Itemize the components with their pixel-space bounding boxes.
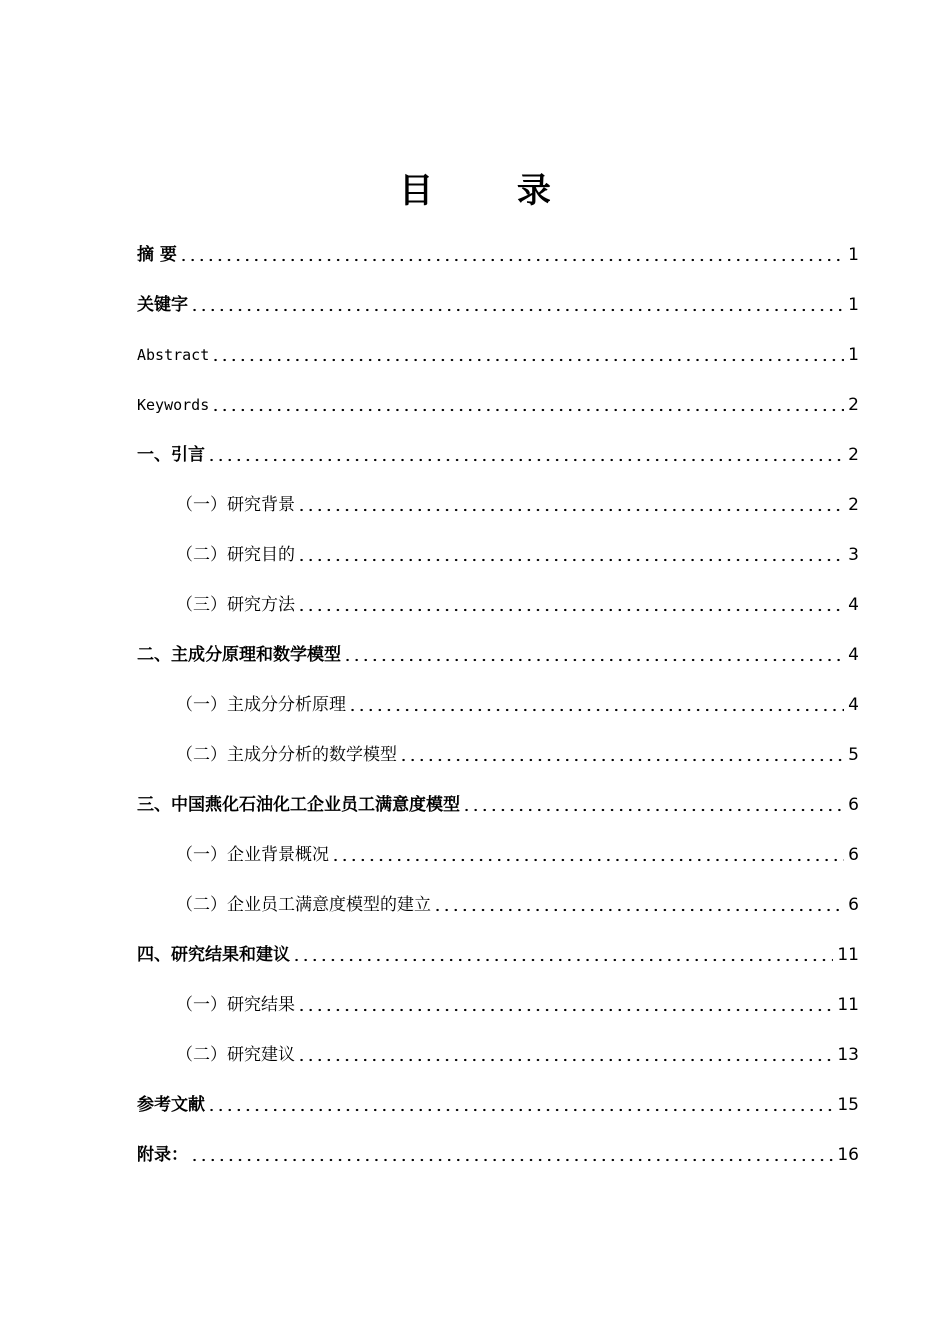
toc-entry-label: （一）研究结果 [176,995,295,1015]
toc-entry-page: 5 [848,745,859,765]
toc-entry-page: 1 [848,345,859,365]
toc-entry-label: 一、引言 [137,445,205,465]
toc-entry-section-1-1[interactable] [137,470,859,520]
toc-entry-section-3[interactable] [137,770,859,820]
toc-entry-label: 三、中国燕化石油化工企业员工满意度模型 [137,795,460,815]
dot-leader [297,1008,833,1012]
toc-entry-page: 4 [848,645,859,665]
toc-entry-page: 2 [848,495,859,515]
toc-entry-page: 6 [848,845,859,865]
dot-leader [179,258,844,262]
dot-leader [343,658,844,662]
toc-entry-page: 15 [837,1095,859,1115]
toc-entry-section-3-2[interactable] [137,870,859,920]
toc-entry-page: 1 [848,295,859,315]
toc-entry-label: 附录： [137,1145,188,1165]
dot-leader [348,708,844,712]
dot-leader [297,608,844,612]
toc-entry-page: 4 [848,595,859,615]
toc-entry-page: 6 [848,795,859,815]
toc-entry-section-4[interactable] [137,920,859,970]
toc-entry-section-1-3[interactable] [137,570,859,620]
table-of-contents [137,220,859,1170]
toc-entry-abstract-cn[interactable] [137,220,859,270]
toc-entry-section-4-2[interactable] [137,1020,859,1070]
dot-leader [190,1158,833,1162]
toc-entry-page: 1 [848,245,859,265]
dot-leader [211,408,844,412]
toc-entry-section-1-2[interactable] [137,520,859,570]
toc-entry-section-2[interactable] [137,620,859,670]
toc-entry-label: （二）企业员工满意度模型的建立 [176,895,431,915]
toc-entry-section-3-1[interactable] [137,820,859,870]
toc-entry-appendix[interactable] [137,1120,859,1170]
toc-entry-label: Abstract [137,346,210,364]
dot-leader [462,808,844,812]
toc-entry-label: 参考文献 [137,1095,205,1115]
toc-entry-page: 13 [837,1045,859,1065]
dot-leader [211,358,844,362]
toc-entry-page: 6 [848,895,859,915]
dot-leader [433,908,844,912]
toc-entry-references[interactable] [137,1070,859,1120]
dot-leader [190,308,844,312]
toc-entry-keywords-cn[interactable] [137,270,859,320]
dot-leader [297,508,844,512]
toc-entry-page: 16 [837,1145,859,1165]
toc-entry-abstract-en[interactable] [137,320,859,370]
toc-entry-label: （二）研究建议 [176,1045,295,1065]
toc-entry-label: 四、研究结果和建议 [137,945,290,965]
dot-leader [297,1058,833,1062]
toc-entry-page: 4 [848,695,859,715]
dot-leader [399,758,844,762]
page-title: 目 录 [399,171,587,211]
dot-leader [297,558,844,562]
dot-leader [207,1108,833,1112]
toc-entry-label: （一）研究背景 [176,495,295,515]
toc-entry-keywords-en[interactable] [137,370,859,420]
toc-entry-section-2-1[interactable] [137,670,859,720]
toc-entry-page: 3 [848,545,859,565]
toc-entry-label: （一）主成分分析原理 [176,695,346,715]
toc-entry-label: （二）研究目的 [176,545,295,565]
dot-leader [292,958,833,962]
toc-entry-page: 11 [837,995,859,1015]
toc-entry-label: 关键字 [137,295,188,315]
toc-entry-label: 二、主成分原理和数学模型 [137,645,341,665]
toc-entry-page: 2 [848,445,859,465]
toc-entry-page: 2 [848,395,859,415]
toc-entry-section-4-1[interactable] [137,970,859,1020]
toc-entry-section-1[interactable] [137,420,859,470]
toc-entry-label: 摘 要 [137,245,177,265]
toc-entry-label: （三）研究方法 [176,595,295,615]
toc-entry-label: Keywords [137,396,210,414]
toc-entry-label: （一）企业背景概况 [176,845,329,865]
toc-entry-section-2-2[interactable] [137,720,859,770]
dot-leader [207,458,844,462]
toc-entry-label: （二）主成分分析的数学模型 [176,745,397,765]
toc-entry-page: 11 [837,945,859,965]
dot-leader [331,858,844,862]
